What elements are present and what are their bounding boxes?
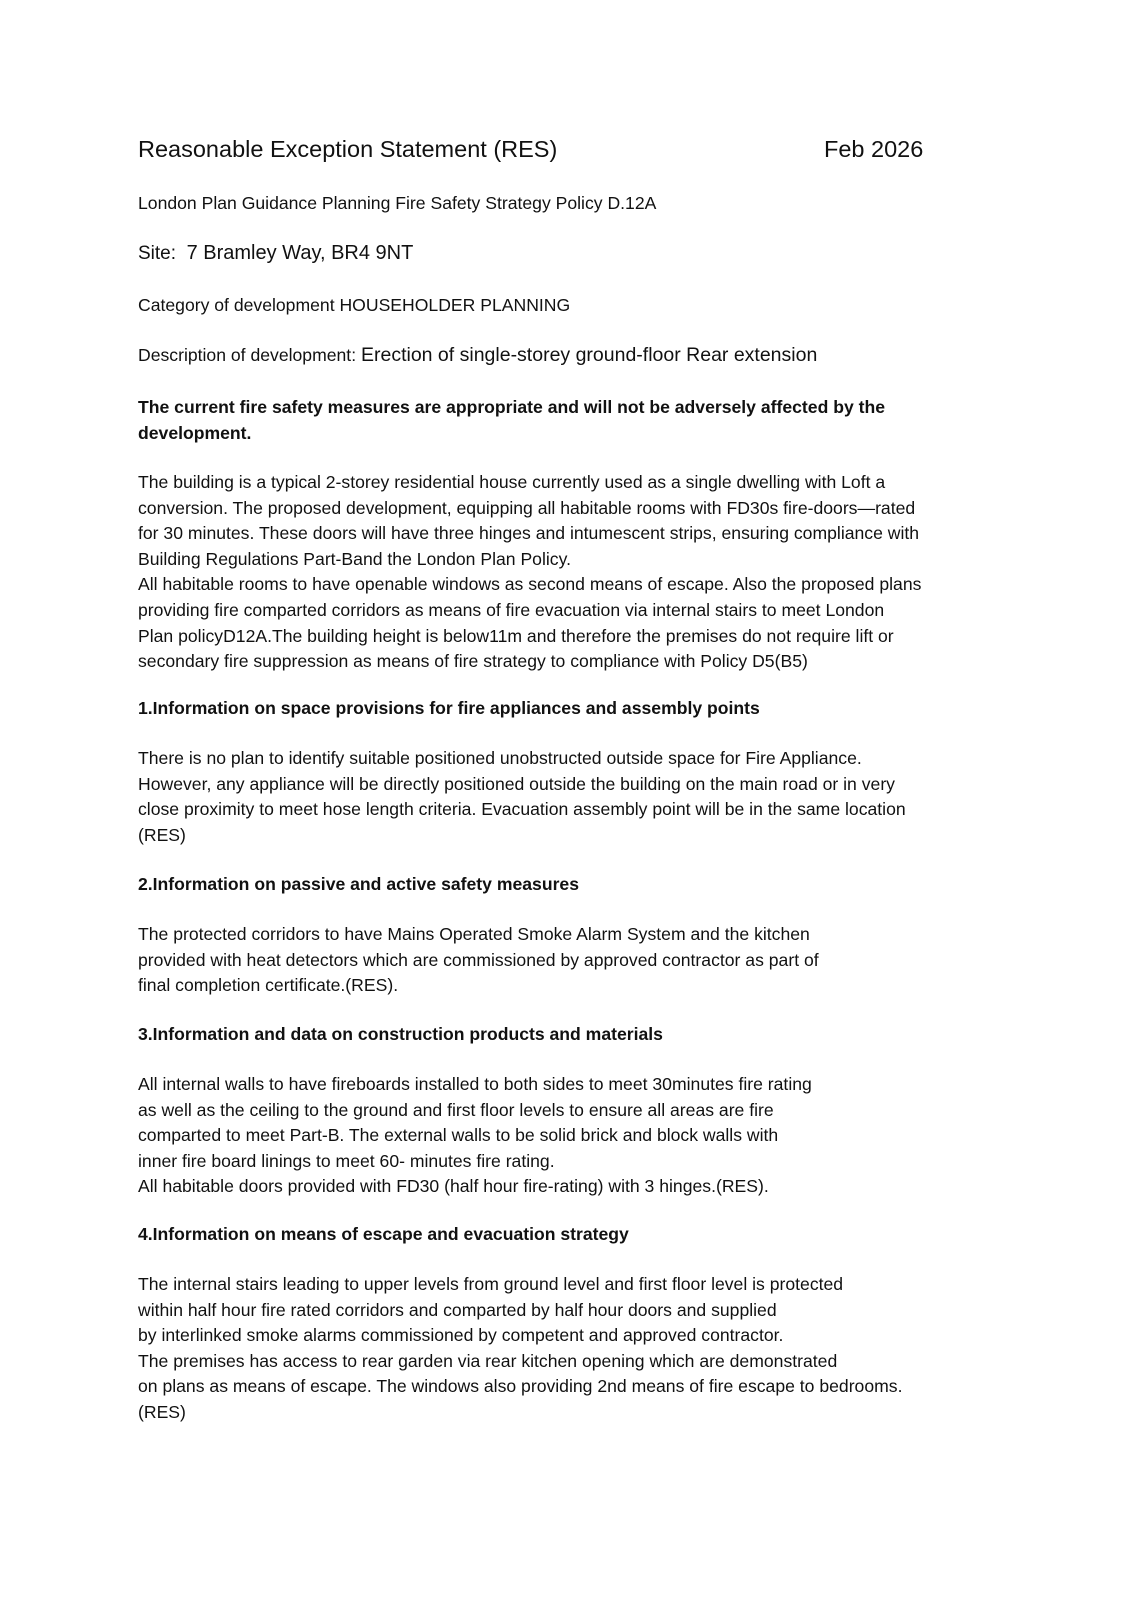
paragraph-line: comparted to meet Part-B. The external walls to be solid brick and block walls with: [138, 1125, 779, 1146]
intro-paragraph: [138, 470, 1008, 675]
statement-line: The current fire safety measures are appropriate and will not be adversely affected by the: [138, 397, 886, 417]
paragraph-line: within half hour fire rated corridors and comparted by half hour doors and supplied: [138, 1299, 777, 1320]
paragraph-line: (RES): [138, 1401, 186, 1422]
section-4-body: [138, 1272, 1008, 1426]
paragraph-line: However, any appliance will be directly positioned outside the building on the main road or in very: [138, 773, 895, 794]
paragraph-line: as well as the ceiling to the ground and first floor levels to ensure all areas are fire: [138, 1099, 774, 1120]
category-line: Category of development HOUSEHOLDER PLANNING: [138, 295, 571, 315]
paragraph-line: (RES): [138, 824, 186, 845]
description-line: [138, 343, 817, 369]
paragraph-line: final completion certificate.(RES).: [138, 975, 399, 996]
section-1-body: [138, 746, 1008, 848]
description-label: Description of development:: [138, 345, 357, 365]
site-line: [138, 241, 413, 267]
statement-line: development.: [138, 422, 252, 443]
document-date: Feb 2026: [824, 136, 924, 162]
section-3-heading: 3.Information and data on construction products and materials: [138, 1024, 663, 1044]
description-value: Erection of single-storey ground-floor Rear extension: [360, 344, 818, 366]
paragraph-line: by interlinked smoke alarms commissioned by competent and approved contractor.: [138, 1325, 784, 1346]
paragraph-line: secondary fire suppression as means of fire strategy to compliance with Policy D5(B5): [138, 651, 808, 672]
section-2-heading: 2.Information on passive and active safety measures: [138, 874, 579, 894]
paragraph-line: The premises has access to rear garden via rear kitchen opening which are demonstrated: [138, 1350, 838, 1371]
paragraph-line: inner fire board linings to meet 60- minutes fire rating.: [138, 1150, 555, 1171]
paragraph-line: All habitable doors provided with FD30 (half hour fire-rating) with 3 hinges.(RES).: [138, 1176, 769, 1197]
paragraph-line: on plans as means of escape. The windows also providing 2nd means of fire escape to bedrooms.: [138, 1376, 903, 1397]
paragraph-line: Plan policyD12A.The building height is below11m and therefore the premises do not require lift or: [138, 625, 894, 646]
title-row: [138, 136, 928, 168]
paragraph-line: provided with heat detectors which are commissioned by approved contractor as part of: [138, 949, 819, 970]
paragraph-line: The protected corridors to have Mains Operated Smoke Alarm System and the kitchen: [138, 924, 810, 944]
document-title: Reasonable Exception Statement (RES): [138, 136, 558, 162]
section-4-heading: 4.Information on means of escape and evacuation strategy: [138, 1224, 629, 1244]
paragraph-line: The internal stairs leading to upper levels from ground level and first floor level is protected: [138, 1274, 844, 1294]
paragraph-line: close proximity to meet hose length criteria. Evacuation assembly point will be in the same location: [138, 799, 906, 820]
paragraph-line: All habitable rooms to have openable windows as second means of escape. Also the proposed plans: [138, 574, 922, 595]
policy-line: London Plan Guidance Planning Fire Safety Strategy Policy D.12A: [138, 193, 657, 213]
statement-block: [138, 395, 1008, 446]
paragraph-line: conversion. The proposed development, equipping all habitable rooms with FD30s fire-doors—rated: [138, 497, 916, 518]
paragraph-line: The building is a typical 2-storey residential house currently used as a single dwelling with Loft a: [138, 472, 886, 492]
paragraph-line: for 30 minutes. These doors will have three hinges and intumescent strips, ensuring compliance with: [138, 523, 920, 544]
paragraph-line: Building Regulations Part-Band the London Plan Policy.: [138, 548, 571, 569]
paragraph-line: There is no plan to identify suitable positioned unobstructed outside space for Fire Appliance.: [138, 748, 862, 768]
section-1-heading: 1.Information on space provisions for fire appliances and assembly points: [138, 698, 760, 718]
section-2-body: [138, 922, 1008, 999]
paragraph-line: providing fire comparted corridors as means of fire evacuation via internal stairs to meet London: [138, 599, 885, 620]
section-3-body: [138, 1072, 1008, 1200]
paragraph-line: All internal walls to have fireboards installed to both sides to meet 30minutes fire rating: [138, 1074, 812, 1094]
site-value: 7 Bramley Way, BR4 9NT: [186, 242, 414, 264]
site-label: Site:: [138, 243, 177, 264]
